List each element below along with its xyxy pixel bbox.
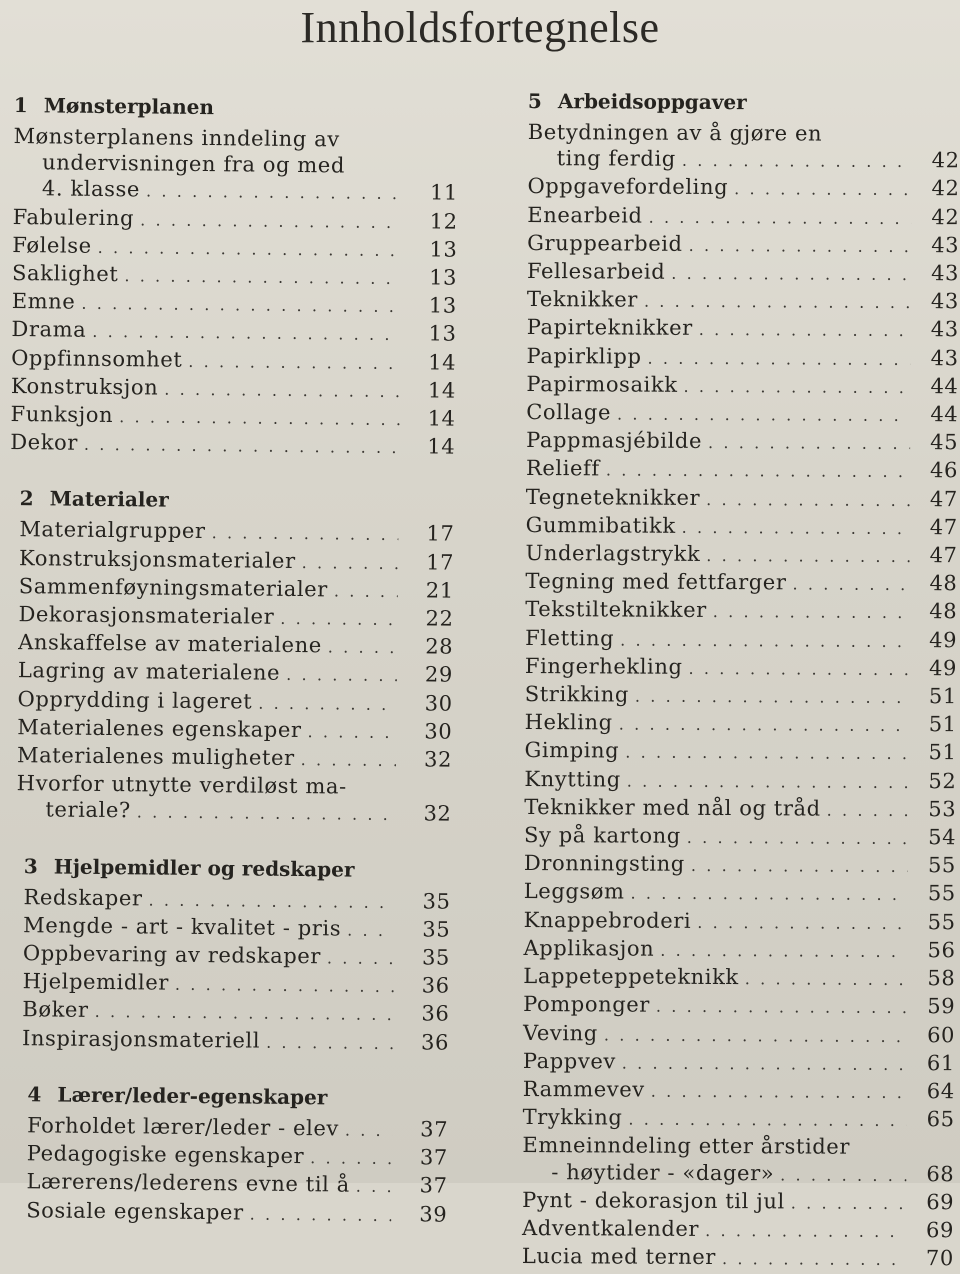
- toc-entry-title: Dekorasjonsmaterialer: [18, 602, 275, 629]
- toc-entry-page: 37: [419, 1145, 448, 1170]
- toc-entry-title: Redskaper: [23, 884, 143, 911]
- toc-entry-title: Dronningsting: [523, 851, 685, 877]
- section-heading: 5 Arbeidsoppgaver: [527, 88, 747, 115]
- toc-entry: [527, 343, 959, 373]
- toc-entry-page: 70: [925, 1246, 954, 1271]
- entry-list: [22, 884, 451, 1058]
- toc-entry-line: undervisningen fra og med: [42, 150, 346, 178]
- toc-entry: [524, 822, 956, 852]
- dot-leader: [745, 966, 908, 993]
- dot-leader: [334, 578, 398, 605]
- toc-entry: [524, 907, 956, 937]
- toc-entry-title: Papirteknikker: [526, 315, 693, 341]
- toc-entry-title: Anskaffelse av materialene: [18, 630, 322, 658]
- dot-leader: [347, 917, 394, 944]
- toc-entry: [17, 714, 452, 747]
- dot-leader: [302, 550, 399, 577]
- toc-entry-page: 48: [929, 571, 958, 596]
- toc-entry-page: 14: [427, 378, 457, 403]
- toc-entry-title: Rammevev: [522, 1076, 645, 1102]
- dot-leader: [651, 1079, 907, 1107]
- toc-entry-title: Pappvev: [522, 1048, 616, 1074]
- entry-list: [10, 204, 458, 462]
- toc-entry: [524, 766, 956, 796]
- dot-leader: [622, 1050, 907, 1078]
- dot-leader: [286, 662, 397, 689]
- dot-leader: [791, 1190, 906, 1217]
- toc-entry: [523, 1048, 955, 1078]
- dot-leader: [84, 432, 400, 462]
- dot-leader: [94, 999, 393, 1028]
- section-3: [4, 851, 451, 1058]
- dot-leader: [628, 1107, 906, 1135]
- section-heading: 2 Materialer: [19, 486, 169, 513]
- toc-entry-title: Materialenes egenskaper: [17, 714, 302, 742]
- toc-entry-title: Hjelpemidler: [22, 969, 170, 995]
- dot-leader: [604, 1022, 907, 1050]
- toc-entry: [19, 517, 454, 550]
- toc-entry: [18, 601, 453, 634]
- dot-leader: [827, 797, 909, 824]
- dot-leader: [671, 261, 911, 288]
- dot-leader: [301, 747, 397, 774]
- toc-entry-title: Materialgrupper: [19, 517, 206, 544]
- section-4: [2, 1079, 449, 1229]
- toc-entry-title: Papirmosaikk: [526, 371, 678, 397]
- dot-leader: [644, 289, 911, 317]
- dot-leader: [708, 430, 910, 457]
- toc-entry-page: 17: [426, 549, 455, 575]
- toc-entry-page: 47: [929, 486, 958, 511]
- toc-entry-page: 14: [427, 406, 456, 431]
- toc-entry-page: 29: [424, 662, 454, 688]
- toc-entry-page: 14: [428, 349, 457, 375]
- dot-leader: [250, 1201, 392, 1229]
- toc-entry-title: Pappmasjébilde: [526, 428, 703, 454]
- toc-entry-page: 51: [928, 740, 957, 765]
- entry-list: [522, 1187, 954, 1274]
- toc-entry-title: Teknikker med nål og tråd: [524, 794, 821, 821]
- toc-entry-title: Collage: [526, 400, 612, 425]
- toc-entry: [22, 997, 449, 1030]
- toc-entry-page: 65: [926, 1107, 955, 1132]
- toc-entry-page: 58: [927, 966, 956, 991]
- toc-entry: [527, 286, 959, 316]
- toc-entry-page: 44: [930, 373, 959, 399]
- toc-entry-page: 53: [928, 796, 957, 822]
- dot-leader: [689, 233, 912, 260]
- toc-entry-page: 21: [425, 578, 454, 603]
- toc-entry: [525, 568, 957, 598]
- toc-entry: [23, 940, 450, 973]
- dot-leader: [81, 291, 401, 321]
- toc-entry: 4. klasse . . . 11: [13, 175, 458, 208]
- toc-entry-page: 60: [927, 1022, 956, 1047]
- entry-list: [17, 517, 455, 775]
- toc-entry-title: Sy på kartong: [524, 823, 681, 848]
- dot-leader: [266, 1029, 393, 1057]
- section-heading: 4 Lærer/leder-egenskaper: [27, 1082, 328, 1110]
- toc-entry-page: 42: [931, 176, 960, 201]
- toc-entry: [527, 258, 959, 288]
- toc-entry-title: Pynt - dekorasjon til jul: [522, 1187, 785, 1214]
- dot-leader: [188, 348, 400, 376]
- dot-leader: [307, 719, 396, 746]
- toc-entry-title: Saklighet: [11, 261, 119, 287]
- dot-leader: [647, 345, 910, 373]
- toc-entry-page: 43: [931, 232, 960, 258]
- toc-entry-page: 14: [427, 434, 456, 459]
- entry-list: [26, 1112, 448, 1229]
- toc-entry-page: 49: [929, 627, 958, 652]
- toc-entry-title: Gimping: [524, 738, 620, 763]
- dot-leader: [734, 176, 911, 203]
- toc-entry-page: 52: [928, 768, 957, 793]
- dot-leader: [627, 768, 909, 796]
- toc-entry: [524, 737, 956, 767]
- toc-entry: [19, 545, 454, 578]
- toc-entry: [18, 629, 453, 662]
- toc-entry-title: Tekstilteknikker: [525, 597, 707, 623]
- toc-entry-title: Forholdet lærer/leder - elev: [27, 1113, 340, 1141]
- toc-entry: [523, 991, 955, 1021]
- dot-leader: [175, 972, 394, 1000]
- toc-entry: [19, 573, 454, 606]
- toc-entry-title: Fellesarbeid: [526, 259, 666, 284]
- toc-entry: teriale? . . . 32: [16, 797, 451, 830]
- toc-entry-page: 49: [928, 655, 958, 681]
- toc-entry-title: Lærerens/lederens evne til å: [26, 1169, 350, 1197]
- left-column: [2, 90, 459, 1229]
- toc-entry-title: Konstruksjon: [10, 373, 159, 400]
- toc-entry: [527, 202, 959, 232]
- toc-entry: [525, 625, 957, 655]
- toc-entry-page: 46: [930, 458, 959, 483]
- dot-leader: [649, 204, 912, 232]
- dot-leader: [656, 994, 907, 1022]
- toc-entry-title: Tegneteknikker: [525, 484, 701, 510]
- toc-entry-page: 55: [927, 909, 956, 934]
- toc-entry-line: Emneinndeling etter årstider: [522, 1133, 851, 1160]
- toc-entry-title: Gruppearbeid: [527, 230, 683, 256]
- toc-entry-title: Fingerhekling: [524, 653, 683, 679]
- toc-entry-page: 43: [930, 317, 959, 342]
- toc-entry-title: Oppbevaring av redskaper: [22, 941, 322, 969]
- toc-entry-title: Funksjon: [10, 402, 114, 428]
- toc-entry-page: 51: [928, 712, 957, 737]
- toc-entry-page: 36: [421, 1030, 450, 1055]
- toc-entry: [525, 596, 957, 626]
- toc-entry-title: Konstruksjonsmaterialer: [18, 545, 296, 573]
- section-2: [6, 483, 455, 829]
- toc-entry-page: 30: [424, 690, 453, 716]
- section-5: [522, 86, 960, 1274]
- toc-entry-title: Lucia med terner: [521, 1244, 717, 1270]
- toc-entry-page: 43: [930, 289, 959, 314]
- dot-leader: [280, 606, 397, 633]
- dot-leader: [706, 543, 909, 570]
- toc-entry-page: 48: [929, 599, 958, 624]
- toc-entry-page: 13: [429, 237, 458, 262]
- dot-leader: [688, 656, 909, 683]
- toc-entry-title: Inspirasjonsmateriell: [21, 1025, 261, 1053]
- toc-entry-page: 55: [927, 881, 956, 906]
- toc-entry-page: 44: [930, 402, 959, 427]
- toc-entry-title: Følelse: [12, 232, 92, 258]
- toc-entry: [18, 658, 453, 691]
- toc-entry-page: 45: [930, 430, 959, 455]
- toc-entry-title: Sammenføyningsmaterialer: [18, 573, 329, 602]
- toc-entry: [526, 371, 958, 401]
- toc-entry: [26, 1168, 447, 1201]
- toc-entry-page: 12: [429, 208, 458, 234]
- toc-entry-page: 39: [419, 1201, 448, 1227]
- toc-entry: [525, 681, 957, 711]
- dot-leader: [625, 740, 908, 768]
- toc-entry: [23, 884, 450, 917]
- toc-entry-page: 22: [425, 606, 454, 631]
- dot-leader: [119, 404, 400, 433]
- toc-entry-page: 47: [929, 543, 958, 568]
- dot-leader: [606, 458, 910, 486]
- toc-entry: [23, 912, 450, 945]
- toc-entry-title: Knappebroderi: [523, 907, 692, 933]
- dot-leader: [310, 1145, 392, 1172]
- toc-entry-title: Strikking: [524, 682, 630, 707]
- toc-entry: [523, 1104, 955, 1134]
- dot-leader: [691, 853, 908, 880]
- toc-entry-page: 61: [926, 1050, 955, 1075]
- toc-entry-page: 17: [426, 521, 455, 547]
- toc-entry-title: Trykking: [522, 1105, 623, 1130]
- dot-leader: [356, 1174, 392, 1201]
- toc-entry: [10, 429, 455, 462]
- toc-entry-title: Lagring av materialene: [17, 658, 281, 686]
- toc-entry-title: Oppgavefordeling: [527, 174, 729, 200]
- toc-entry: [525, 653, 957, 683]
- toc-entry-title: Underlagstrykk: [525, 541, 701, 566]
- toc-entry-page: 30: [424, 719, 453, 744]
- toc-entry-title: Fletting: [525, 625, 615, 651]
- toc-entry: [17, 686, 452, 719]
- toc-entry-page: 35: [422, 917, 451, 942]
- right-column: [522, 86, 960, 1274]
- dot-leader: [345, 1117, 393, 1144]
- toc-entry-page: 35: [421, 945, 451, 970]
- toc-entry: [527, 230, 959, 260]
- toc-entry-line: Betydningen av å gjøre en: [527, 119, 823, 146]
- dot-leader: [620, 627, 909, 655]
- section-heading: 3 Hjelpemidler og redskaper: [23, 853, 355, 882]
- toc-entry: [526, 427, 958, 457]
- dot-leader: [124, 263, 401, 292]
- toc-entry-page: 13: [428, 321, 457, 347]
- toc-entry-page: 42: [931, 204, 960, 229]
- toc-entry: [526, 512, 958, 542]
- toc-entry-page: 43: [930, 345, 959, 370]
- toc-entry-page: 13: [429, 265, 458, 290]
- dot-leader: [660, 938, 907, 965]
- toc-entry-page: 13: [428, 293, 457, 318]
- dot-leader: [211, 521, 398, 549]
- toc-entry-title: Sosiale egenskaper: [26, 1197, 244, 1224]
- toc-entry: - høytider - «dager» . . . 68: [522, 1159, 954, 1189]
- toc-entry-title: Pomponger: [523, 992, 651, 1017]
- toc-entry: [522, 1215, 954, 1245]
- dot-leader: [258, 690, 397, 718]
- toc-entry: [523, 1019, 955, 1049]
- toc-entry-title: Gummibatikk: [525, 512, 676, 538]
- toc-entry-title: Applikasjon: [523, 935, 655, 961]
- toc-entry-line: Mønsterplanens inndeling av: [13, 123, 340, 152]
- dot-leader: [327, 945, 394, 972]
- toc-entry-title: Adventkalender: [521, 1215, 700, 1241]
- toc-entry-line: Hvorfor utnytte verdiløst ma-: [16, 771, 347, 799]
- dot-leader: [705, 1218, 906, 1245]
- toc-entry-page: 37: [419, 1173, 448, 1198]
- toc-entry: [27, 1112, 448, 1145]
- toc-entry-title: Leggsøm: [523, 879, 625, 905]
- toc-entry-page: 59: [927, 994, 956, 1019]
- toc-entry-page: 51: [928, 684, 957, 709]
- entry-list: [523, 173, 960, 1134]
- toc-entry-title: Tegning med fettfarger: [525, 569, 787, 595]
- toc-entry-title: Oppfinnsomhet: [11, 345, 183, 372]
- toc-entry: [23, 968, 450, 1001]
- toc-entry: [526, 484, 958, 514]
- dot-leader: [687, 825, 908, 852]
- toc-entry-title: Emne: [11, 289, 76, 314]
- toc-entry: [523, 935, 955, 965]
- toc-entry-title: Enearbeid: [527, 202, 643, 228]
- toc-entry-page: 54: [928, 825, 957, 850]
- toc-entry: [523, 1076, 955, 1106]
- toc-entry-page: 36: [421, 1001, 450, 1027]
- toc-entry-title: Opprydding i lageret: [17, 686, 253, 714]
- dot-leader: [722, 1246, 906, 1273]
- dot-leader: [164, 376, 400, 405]
- toc-entry-title: Mengde - art - kvalitet - pris: [23, 913, 342, 941]
- toc-entry: [525, 709, 957, 739]
- dot-leader: [92, 319, 400, 348]
- toc-entry: [522, 1187, 954, 1217]
- toc-entry-title: Relieff: [525, 456, 600, 481]
- toc-entry-page: 35: [422, 888, 451, 914]
- dot-leader: [699, 317, 911, 344]
- toc-entry-page: 37: [420, 1117, 449, 1142]
- dot-leader: [630, 881, 907, 909]
- toc-entry: ting ferdig . . . 42: [528, 145, 960, 175]
- dot-leader: [682, 515, 910, 542]
- toc-entry-title: Dekor: [10, 430, 79, 455]
- toc-entry: [526, 455, 958, 485]
- toc-entry-title: Fabulering: [12, 204, 135, 230]
- toc-entry-title: Materialenes muligheter: [16, 743, 295, 771]
- dot-leader: [148, 887, 394, 916]
- section-heading: 1 Mønsterplanen: [13, 92, 215, 120]
- toc-entry: [17, 742, 452, 775]
- toc-entry-page: 69: [926, 1218, 955, 1243]
- toc-entry-title: Hekling: [524, 710, 613, 735]
- dot-leader: [635, 684, 909, 712]
- dot-leader: [619, 712, 909, 740]
- toc-entry-title: Drama: [11, 317, 87, 343]
- dot-leader: [328, 635, 398, 662]
- toc-entry: [523, 963, 955, 993]
- toc-entry-page: 36: [421, 973, 450, 998]
- toc-entry-page: 28: [425, 634, 454, 659]
- toc-entry-page: 47: [929, 514, 958, 540]
- toc-entry: [27, 1140, 448, 1173]
- toc-entry-page: 32: [423, 747, 453, 772]
- dot-leader: [98, 235, 402, 264]
- toc-entry-title: Knytting: [524, 766, 621, 792]
- dot-leader: [713, 599, 910, 626]
- toc-entry-page: 69: [926, 1189, 955, 1214]
- dot-leader: [683, 374, 910, 401]
- dot-leader: [697, 910, 908, 937]
- toc-entry-title: Pedagogiske egenskaper: [26, 1141, 305, 1169]
- toc-entry-title: Bøker: [22, 997, 89, 1023]
- dot-leader: [617, 402, 910, 430]
- page-title: Innholdsfortegnelse: [300, 3, 660, 52]
- dot-leader: [706, 487, 910, 514]
- toc-entry: [522, 1243, 954, 1273]
- toc-entry: [525, 540, 957, 570]
- toc-entry: [526, 399, 958, 429]
- toc-entry-title: Papirklipp: [526, 343, 642, 369]
- toc-entry-page: 55: [927, 853, 956, 878]
- toc-entry-title: Lappeteppeteknikk: [523, 964, 739, 990]
- toc-entry: [524, 878, 956, 908]
- toc-entry-page: 64: [926, 1079, 955, 1104]
- toc-entry-page: 43: [931, 261, 960, 286]
- toc-entry: [524, 850, 956, 880]
- toc-entry: [524, 794, 956, 824]
- toc-entry-title: Veving: [522, 1020, 598, 1045]
- toc-entry-title: Teknikker: [526, 287, 639, 312]
- dot-leader: [140, 207, 402, 236]
- toc-entry: [527, 173, 959, 203]
- toc-entry: [26, 1197, 447, 1230]
- toc-entry: [22, 1025, 449, 1058]
- toc-entry-page: 56: [927, 937, 956, 963]
- section-1: [10, 90, 459, 462]
- dot-leader: [792, 572, 909, 599]
- toc-entry: [527, 314, 959, 344]
